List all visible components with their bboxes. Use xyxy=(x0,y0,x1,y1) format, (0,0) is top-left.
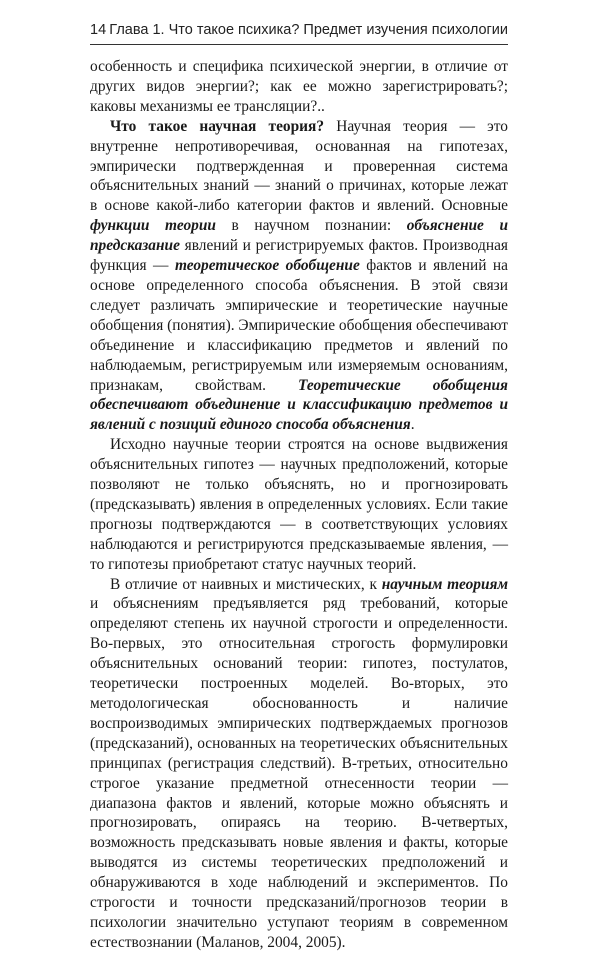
paragraph-4 xyxy=(90,575,508,953)
emphasis-term: научным теориям xyxy=(381,575,508,593)
text-run: Научная теория — это внутренне непротиворечивая, основанная на гипотезах, эмпирически подтвержденная и проверенная система объяснительных знаний — знаний о причинах, которые лежат в основе какой-либо категории фактов и явлений. Основные xyxy=(90,117,508,215)
running-title: Глава 1. Что такое психика? Предмет изучения психологии xyxy=(109,22,508,38)
text-run: В отличие от наивных и мистических, к xyxy=(110,575,382,593)
body-text xyxy=(90,57,508,953)
section-heading: Что такое научная теория? xyxy=(110,117,325,135)
text-run: в научном познании: xyxy=(215,217,407,235)
emphasis-term: теоретическое обобщение xyxy=(174,257,360,275)
emphasis-term: Теоретические обобщения обеспечивают объединение и классификацию предметов и явлений с позиций единого способа объяснения xyxy=(90,376,508,434)
text-run: фактов и явлений на основе определенного способа объяснения. В этой связи следует различать эмпирические и теоретические научные обобщения (понятия). Эмпирические обобщения обеспечивают объединение и классификацию предметов и явлений по наблюдаемым, регистрируемым или измеряемым основаниям, признакам, свойствам. xyxy=(90,257,508,394)
text-run: явлений и регистрируемых фактов. Производная функция — xyxy=(90,237,508,275)
paragraph-3 xyxy=(90,435,508,574)
text-run: и объяснениям предъявляется ряд требований, которые определяют степень их научной строгости и определенности. Во-первых, это относительная строгость формулировки объяснительных оснований теории: гипотез, постулатов, теоретически построенных моделей. Во-вторых, это методологическая обоснованность и наличие воспроизводимых эмпирических подтверждаемых прогнозов (предсказаний), основанных на теоретических объяснительных принципах (регистрация следствий). В-третьих, относительно строгое указание предметной отнесенности теории — диапазона фактов и явлений, которые можно объяснять и прогнозировать, опираясь на теорию. В-четвертых, возможность предсказывать новые явления и факты, которые выводятся из системы теоретических предположений и обнаруживаются в ходе наблюдений и экспериментов. По строгости и точности предсказаний/прогнозов теории в психологии значительно уступают теориям в современном естествознании (Маланов, 2004, 2005). xyxy=(90,595,508,951)
page-number: 14 xyxy=(90,22,107,38)
text-run: . xyxy=(410,416,415,434)
text-run: особенность и специфика психической энергии, в отличие от других видов энергии?; как ее можно зарегистрировать?; каковы механизмы ее трансляции?.. xyxy=(90,58,508,115)
page-header xyxy=(90,22,508,45)
paragraph-2 xyxy=(90,117,508,436)
paragraph-1 xyxy=(90,57,508,117)
emphasis-term: объяснение и предсказание xyxy=(90,217,509,255)
emphasis-term: функции теории xyxy=(90,217,216,235)
text-run: Исходно научные теории строятся на основе выдвижения объяснительных гипотез — научных предположений, которые позволяют не только объяснять, но и прогнозировать (предсказывать) явления в определенных условиях. Если такие прогнозы подтверждаются — в соответствующих условиях наблюдаются и регистрируются предсказываемые явления, — то гипотезы приобретают статус научных теорий. xyxy=(90,436,508,573)
